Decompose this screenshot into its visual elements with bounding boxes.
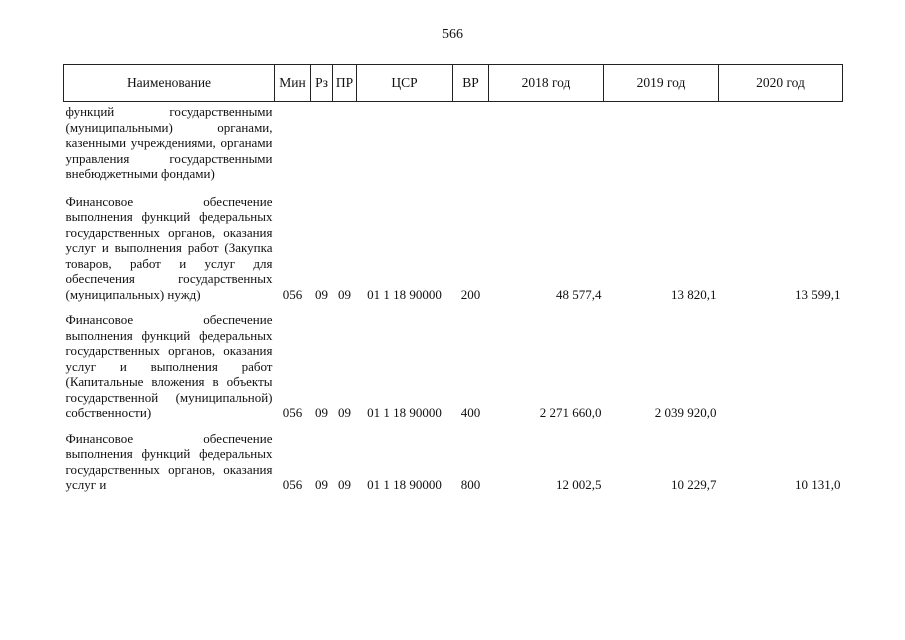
row-rz <box>311 102 333 188</box>
row-vr <box>453 102 489 188</box>
row-csr: 01 1 18 90000 <box>367 477 442 492</box>
row-2020 <box>719 102 843 188</box>
row-name: Финансовое обеспечение выполнения функций федеральных государственных органов, оказания услуг и выполнения работ (Закупка товаров, работ и услуг для обеспечения государственных (муниципальных) нужд) <box>65 193 273 302</box>
header-min: Мин <box>275 65 311 102</box>
row-vr: 400 <box>460 405 481 420</box>
row-min: 056 <box>282 477 303 492</box>
row-rz: 09 <box>315 477 328 492</box>
row-name: Финансовое обеспечение выполнения функций федеральных государственных органов, оказания услуг и выполнения работ (Капитальные вложения в объекты государственной (муниципальной) собственности) <box>65 312 273 420</box>
row-2019: 2 039 920,0 <box>654 405 717 420</box>
row-min: 056 <box>282 405 303 420</box>
row-2018: 2 271 660,0 <box>539 405 602 420</box>
header-2018: 2018 год <box>489 65 604 102</box>
page-number: 566 <box>442 27 463 42</box>
row-csr: 01 1 18 90000 <box>367 286 442 302</box>
row-min: 056 <box>282 286 303 302</box>
budget-table <box>63 64 843 497</box>
row-csr <box>357 102 453 188</box>
row-min <box>275 102 311 188</box>
row-2020: 13 599,1 <box>795 286 841 302</box>
row-csr: 01 1 18 90000 <box>367 405 442 420</box>
row-name: функций государственными (муниципальными) органами, казенными учреждениями, органами управления государственными внебюджетными фондами) <box>65 104 273 181</box>
row-pr: 09 <box>338 477 351 492</box>
row-rz: 09 <box>315 405 328 420</box>
row-2018: 48 577,4 <box>556 286 602 302</box>
header-2020: 2020 год <box>719 65 843 102</box>
table-header <box>64 65 843 102</box>
row-vr: 200 <box>460 286 481 302</box>
row-pr: 09 <box>338 286 351 302</box>
row-name: Финансовое обеспечение выполнения функций федеральных государственных органов, оказания услуг и <box>65 430 273 492</box>
row-2018 <box>489 102 604 188</box>
header-csr: ЦСР <box>357 65 453 102</box>
row-2019: 13 820,1 <box>671 286 717 302</box>
table-row <box>64 425 843 497</box>
header-vr: ВР <box>453 65 489 102</box>
row-pr <box>333 102 357 188</box>
row-rz: 09 <box>315 286 328 302</box>
row-2019 <box>604 102 719 188</box>
row-vr: 800 <box>460 477 481 492</box>
row-pr: 09 <box>338 405 351 420</box>
header-name: Наименование <box>64 65 275 102</box>
row-2020: 10 131,0 <box>795 477 841 492</box>
table-row <box>64 102 843 188</box>
header-2019: 2019 год <box>604 65 719 102</box>
row-2019: 10 229,7 <box>671 477 717 492</box>
table-row <box>64 306 843 425</box>
header-rz: Рз <box>311 65 333 102</box>
row-2018: 12 002,5 <box>556 477 602 492</box>
row-2020 <box>719 306 843 425</box>
table-row <box>64 188 843 307</box>
header-pr: ПР <box>333 65 357 102</box>
